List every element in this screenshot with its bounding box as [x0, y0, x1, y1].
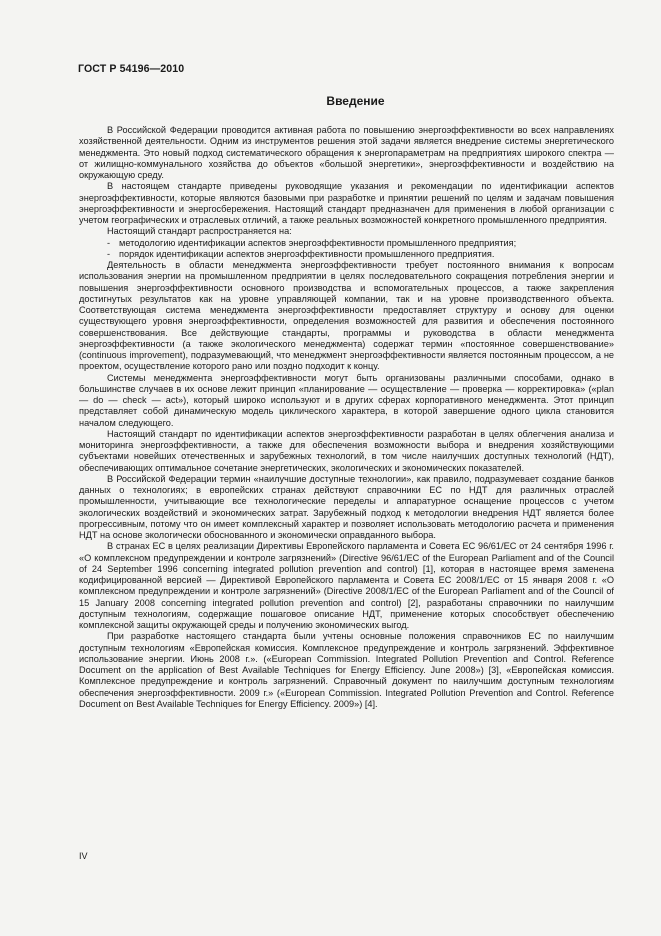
paragraph: В Российской Федерации термин «наилучшие доступные технологии», как правило, подразумевает создание банков данных о технологиях; в европейских странах действуют справочники ЕС по НДТ для различных отраслей промышленности, учитывающие все технологические переделы и аппаратурное оснащение процессов с учетом экологических воздействий и экономических затрат. Зарубежный подход к методологии внедрения НДТ является более прогрессивным, потому что он имеет комплексный характер и позволяет использовать методологию расчета и применения НДТ на основе экологически обоснованного и экономически оправданного выбора.: [79, 473, 614, 540]
section-title: Введение: [326, 94, 385, 108]
standard-designation: ГОСТ Р 54196—2010: [78, 63, 185, 75]
list-marker: -: [107, 237, 111, 248]
paragraph: В странах ЕС в целях реализации Директивы Европейского парламента и Совета ЕС 96/61/ЕС от 24 сентября 1996 г. «О комплексном предупреждении и контроле загрязнений» (Directive 96/61/EC of the European Parliament and of the Council of 24 September 1996 concerning integrated pollution prevention and control) [1], которая в настоящее время заменена кодифицированной версией — Директивой Европейского парламента и Совета ЕС 2008/1/ЕС от 15 января 2008 г. «О комплексном предупреждении и контроле загрязнений» (Directive 2008/1/EC of the European Parliament and of the Council of 15 January 2008 concerning integrated pollution prevention and control) [2], разработаны справочники по наилучшим доступным технологиям, содержащие пошаговое описание НДТ, применение которых способствует обеспечению комплексной защиты окружающей среды и получению экономических выгод.: [79, 541, 614, 630]
list-item: - методологию идентификации аспектов энергоэффективности промышленного предприятия;: [107, 237, 517, 248]
paragraph: Настоящий стандарт по идентификации аспектов энергоэффективности разработан в целях облегчения анализа и мониторинга энергоэффективности, а также для обеспечения возможности выбора и внедрения хозяйствующими субъектами новейших отечественных и зарубежных технологий, в том числе наилучших доступных технологий (НДТ), обеспечивающих оптимальное сочетание энергетических, экологических и экономических показателей.: [79, 428, 614, 473]
paragraph: При разработке настоящего стандарта были учтены основные положения справочников ЕС по наилучшим доступным технологиям «Европейская комиссия. Комплексное предупреждение и контроль загрязнений. Эффективное использование энергии. Июнь 2008 г.». («European Commission. Integrated Pollution Prevention and Control. Reference Document on the application of Best Available Techniques for Energy Efficiency. June 2008») [3], «Европейская комиссия. Комплексное предупреждение и контроль загрязнений. Справочный документ по наилучшим доступным технологиям обеспечения энергоэффективности. 2009 г.» («European Commission. Integrated Pollution Prevention and Control. Reference Document on Best Available Techniques for Energy Efficiency. 2009») [4].: [79, 631, 614, 709]
paragraph: Деятельность в области менеджмента энергоэффективности требует постоянного внимания к вопросам использования энергии на промышленном предприятии в целях последовательного сокращения потребления энергии и повышения энергоэффективности основного производства и вспомогательных процессов, а также закрепления достигнутых результатов как на уровне управляющей компании, так и на уровне производственного объекта. Соответствующая система менеджмента энергоэффективности предоставляет структуру и основу для оценки существующего уровня энергоэффективности, определения возможностей для развития и обеспечения постоянного совершенствования. Все действующие стандарты, программы и руководства в области менеджмента энергоэффективности (а также экологического менеджмента) содержат термин «постоянное совершенствование» (continuous improvement), подразумевающий, что менеджмент энергоэффективности является постоянным процессом, а не проектом, осуществление которого рано или поздно подходит к концу.: [79, 260, 614, 372]
paragraph: В настоящем стандарте приведены руководящие указания и рекомендации по идентификации аспектов энергоэффективности, которые являются базовыми при разработке и принятии решений по целям и задачам повышения энергоэффективности и энергосбережения. Настоящий стандарт предназначен для применения в любой организации с учетом географических и отраслевых отличий, а также реальных возможностей конкретного промышленного предприятия.: [79, 181, 614, 225]
page-number: IV: [79, 851, 88, 861]
paragraph: В Российской Федерации проводится активная работа по повышению энергоэффективности во всех направлениях хозяйственной деятельности. Одним из инструментов решения этой задачи является внедрение системы энергетического менеджмента. Это новый подход систематического обращения к энергопараметрам на предприятиях широкого спектра — от жилищно-коммунального хозяйства до объектов «большой энергетики», энергоэффективности и воздействию на окружающую среду.: [79, 125, 614, 180]
document-body: [79, 125, 614, 710]
list-item: - порядок идентификации аспектов энергоэффективности промышленного предприятия.: [107, 248, 495, 259]
paragraph: Настоящий стандарт распространяется на:: [107, 226, 292, 237]
scope-list: [79, 238, 614, 261]
list-marker: -: [107, 248, 111, 259]
paragraph: Системы менеджмента энергоэффективности могут быть организованы различными способами, однако в большинстве случаев в их основе лежит принцип «планирование — осуществление — проверка — корректировка» («plan — do — check — act»), который широко используют и в других сферах корпоративного менеджмента. Этот принцип представляет собой динамическую модель циклического характера, в которой завершение одного цикла становится началом следующего.: [79, 372, 614, 428]
